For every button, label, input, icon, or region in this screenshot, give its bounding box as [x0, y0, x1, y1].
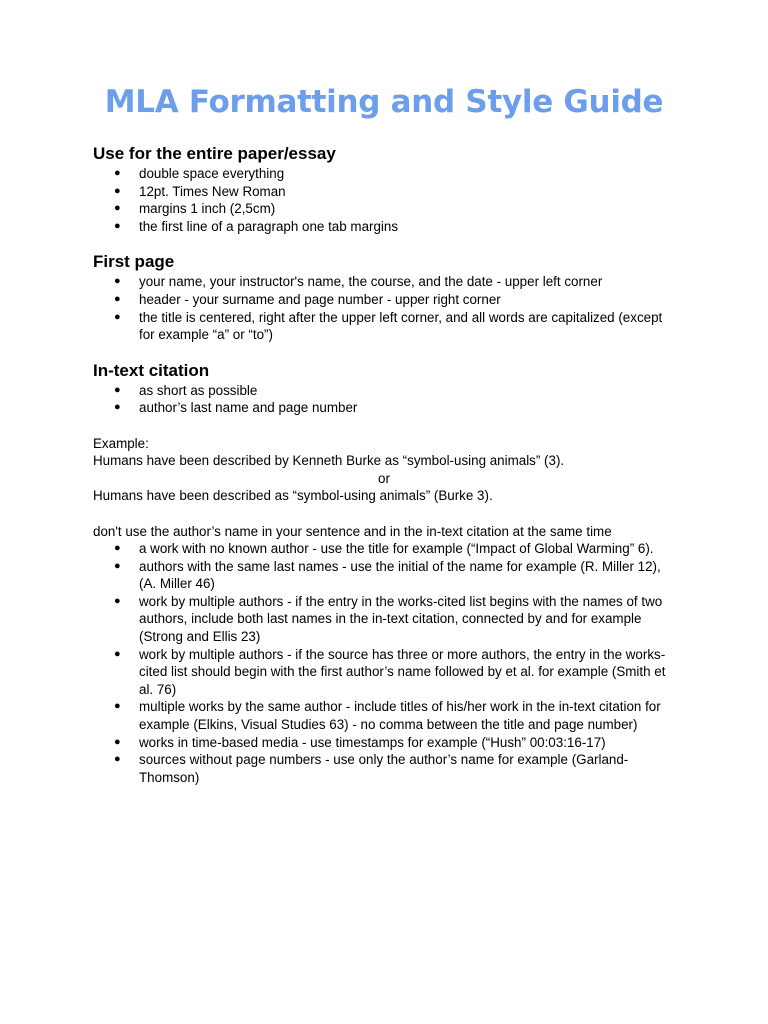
citation-note: don't use the author’s name in your sentence and in the in-text citation at the same time	[93, 523, 612, 539]
list-item-text: works in time-based media - use timestamps for example (“Hush” 00:03:16-17)	[139, 734, 606, 750]
bullet-icon: ●	[114, 383, 121, 396]
bullet-icon: ●	[114, 542, 121, 555]
list-item	[93, 165, 675, 183]
example-or: or	[378, 470, 390, 486]
bullet-icon: ●	[114, 184, 121, 197]
list-item-text: margins 1 inch (2,5cm)	[139, 201, 276, 217]
list-item-text: the title is centered, right after the upper left corner, and all words are capitalized (except for example “a” or “to”)	[139, 309, 663, 343]
bullet-icon: ●	[114, 594, 121, 607]
bullet-icon: ●	[114, 219, 121, 232]
list-item-text: multiple works by the same author - include titles of his/her work in the in-text citation for example (Elkins, Visual Studies 63) - no comma between the title and page number)	[139, 699, 661, 733]
list-item-text: authors with the same last names - use the initial of the name for example (R. Miller 12), (A. Miller 46)	[139, 558, 661, 592]
bullet-icon: ●	[114, 275, 121, 288]
list-item-text: header - your surname and page number - upper right corner	[139, 291, 501, 307]
example-label: Example:	[93, 435, 149, 451]
list-item-text: 12pt. Times New Roman	[139, 183, 286, 199]
list-item	[93, 558, 675, 593]
list-item-text: double space everything	[139, 166, 285, 181]
in-text-citation-list	[93, 382, 675, 417]
list-item	[93, 593, 675, 646]
section-heading-in-text-citation: In-text citation	[93, 360, 210, 380]
bullet-icon: ●	[114, 647, 121, 660]
entire-paper-list	[93, 165, 675, 235]
list-item	[93, 273, 675, 291]
list-item-text: sources without page numbers - use only the author’s name for example (Garland-Thomson)	[139, 752, 629, 785]
list-item	[93, 698, 675, 733]
bullet-icon: ●	[114, 753, 121, 766]
example-line-1: Humans have been described by Kenneth Burke as “symbol-using animals” (3).	[93, 453, 565, 469]
first-page-list	[93, 273, 675, 343]
list-item	[93, 309, 675, 344]
list-item-text: author’s last name and page number	[139, 400, 358, 416]
page-title: MLA Formatting and Style Guide	[104, 84, 664, 120]
list-item	[93, 183, 675, 201]
list-item-text: as short as possible	[139, 382, 258, 398]
citation-rules-list	[93, 540, 675, 786]
list-item	[93, 382, 675, 400]
bullet-icon: ●	[114, 735, 121, 748]
list-item	[93, 540, 675, 558]
section-heading-entire-paper: Use for the entire paper/essay	[93, 144, 336, 163]
bullet-icon: ●	[114, 202, 121, 215]
list-item	[93, 751, 675, 786]
bullet-icon: ●	[114, 292, 121, 305]
list-item-text: work by multiple authors - if the source has three or more authors, the entry in the works-cited list should begin with the first author’s name followed by et al. for example (Smith et al. 76)	[139, 646, 666, 697]
list-item	[93, 646, 675, 699]
list-item-text: the first line of a paragraph one tab margins	[139, 218, 399, 234]
bullet-icon: ●	[114, 401, 121, 414]
bullet-icon: ●	[114, 700, 121, 713]
list-item	[93, 200, 675, 218]
bullet-icon: ●	[114, 167, 121, 179]
list-item	[93, 291, 675, 309]
list-item	[93, 399, 675, 417]
example-line-2: Humans have been described as “symbol-using animals” (Burke 3).	[93, 488, 493, 504]
list-item	[93, 734, 675, 752]
bullet-icon: ●	[114, 559, 121, 572]
list-item-text: work by multiple authors - if the entry in the works-cited list begins with the names of two authors, include both last names in the in-text citation, connected by and for example (Strong and Ellis 23)	[139, 593, 663, 645]
list-item-text: your name, your instructor's name, the course, and the date - upper left corner	[139, 274, 603, 290]
section-heading-first-page: First page	[93, 252, 175, 272]
list-item	[93, 218, 675, 236]
list-item-text: a work with no known author - use the title for example (“Impact of Global Warming” 6).	[139, 541, 654, 557]
bullet-icon: ●	[114, 310, 121, 323]
